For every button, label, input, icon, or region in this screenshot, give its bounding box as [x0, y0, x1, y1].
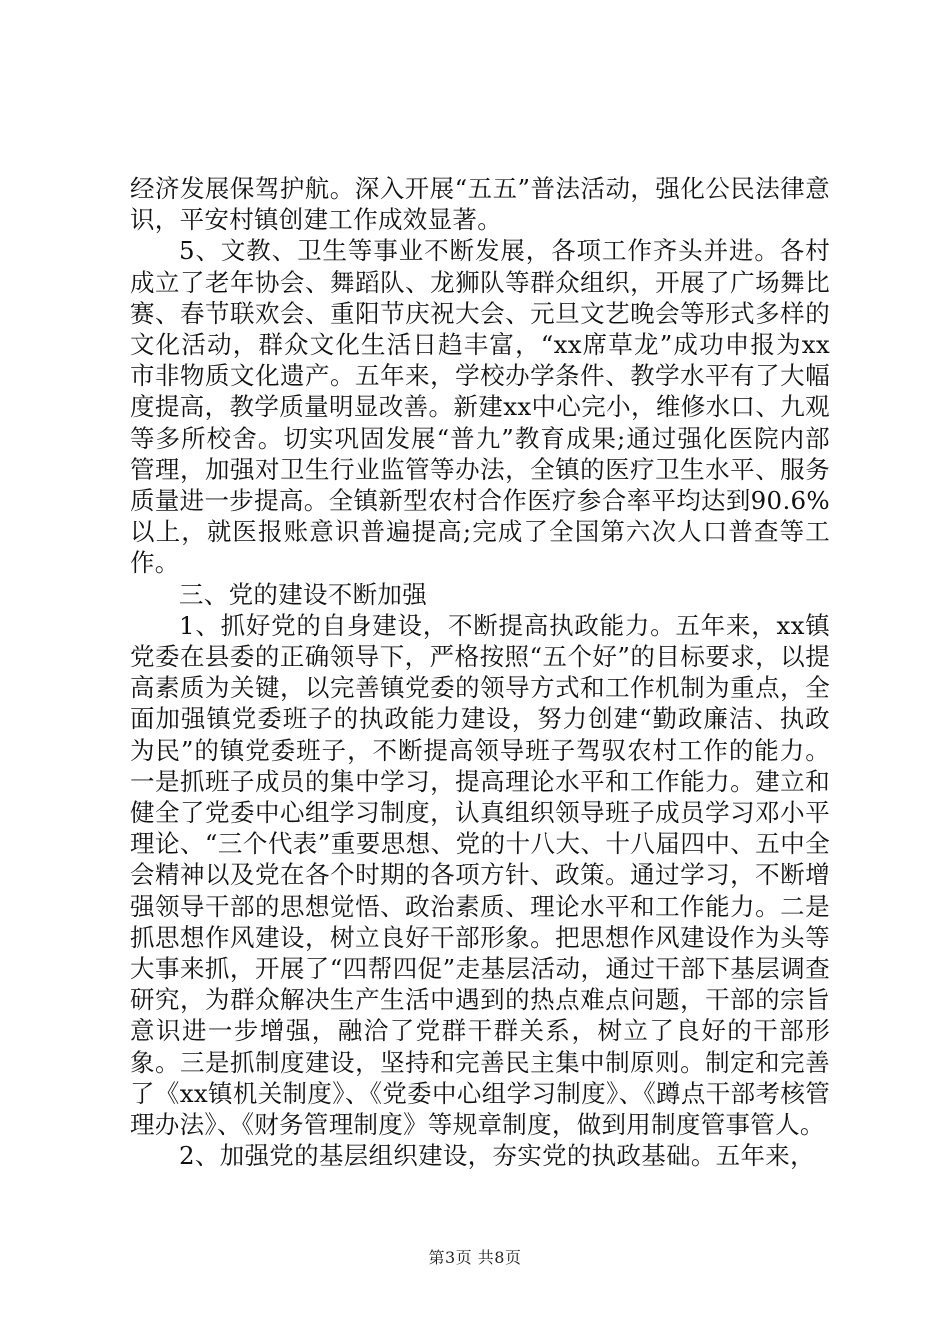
section-heading: 三、党的建设不断加强 — [179, 579, 427, 609]
page-footer: 第3页 共8页 — [428, 1248, 522, 1267]
paragraph-1: 经济发展保驾护航。深入开展“五五”普法活动，强化公民法律意识，平安村镇创建工作成效显著。 — [130, 174, 830, 235]
document-body — [130, 173, 830, 1172]
paragraph-4: 2、加强党的基层组织建设，夯实党的执政基础。五年来， — [179, 1141, 815, 1171]
paragraph-3: 1、抓好党的自身建设，不断提高执政能力。五年来，xx镇党委在县委的正确领导下，严格按照“五个好”的目标要求，以提高素质为关键，以完善镇党委的领导方式和工作机制为重点，全面加强镇党委班子的执政能力建设，努力创建“勤政廉洁、执政为民”的镇党委班子，不断提高领导班子驾驭农村工作的能力。一是抓班子成员的集中学习，提高理论水平和工作能力。建立和健全了党委中心组学习制度，认真组织领导班子成员学习邓小平理论、“三个代表”重要思想、党的十八大、十八届四中、五中全会精神以及党在各个时期的各项方针、政策。通过学习，不断增强领导干部的思想觉悟、政治素质、理论水平和工作能力。二是抓思想作风建设，树立良好干部形象。把思想作风建设作为头等大事来抓，开展了“四帮四促”走基层活动，通过干部下基层调查研究，为群众解决生产生活中遇到的热点难点问题，干部的宗旨意识进一步增强，融洽了党群干群关系，树立了良好的干部形象。三是抓制度建设，坚持和完善民主集中制原则。制定和完善了《xx镇机关制度》、《党委中心组学习制度》、《蹲点干部考核管理办法》、《财务管理制度》等规章制度，做到用制度管事管人。 — [130, 610, 830, 1140]
paragraph-2: 5、文教、卫生等事业不断发展，各项工作齐头并进。各村成立了老年协会、舞蹈队、龙狮队等群众组织，开展了广场舞比赛、春节联欢会、重阳节庆祝大会、元旦文艺晚会等形式多样的文化活动，群众文化生活日趋丰富，“xx席草龙”成功申报为xx市非物质文化遗产。五年来，学校办学条件、教学水平有了大幅度提高，教学质量明显改善。新建xx中心完小，维修水口、九观等多所校舍。切实巩固发展“普九”教育成果;通过强化医院内部管理，加强对卫生行业监管等办法，全镇的医疗卫生水平、服务质量进一步提高。全镇新型农村合作医疗参合率平均达到90.6%以上，就医报账意识普遍提高;完成了全国第六次人口普查等工作。 — [130, 236, 830, 578]
